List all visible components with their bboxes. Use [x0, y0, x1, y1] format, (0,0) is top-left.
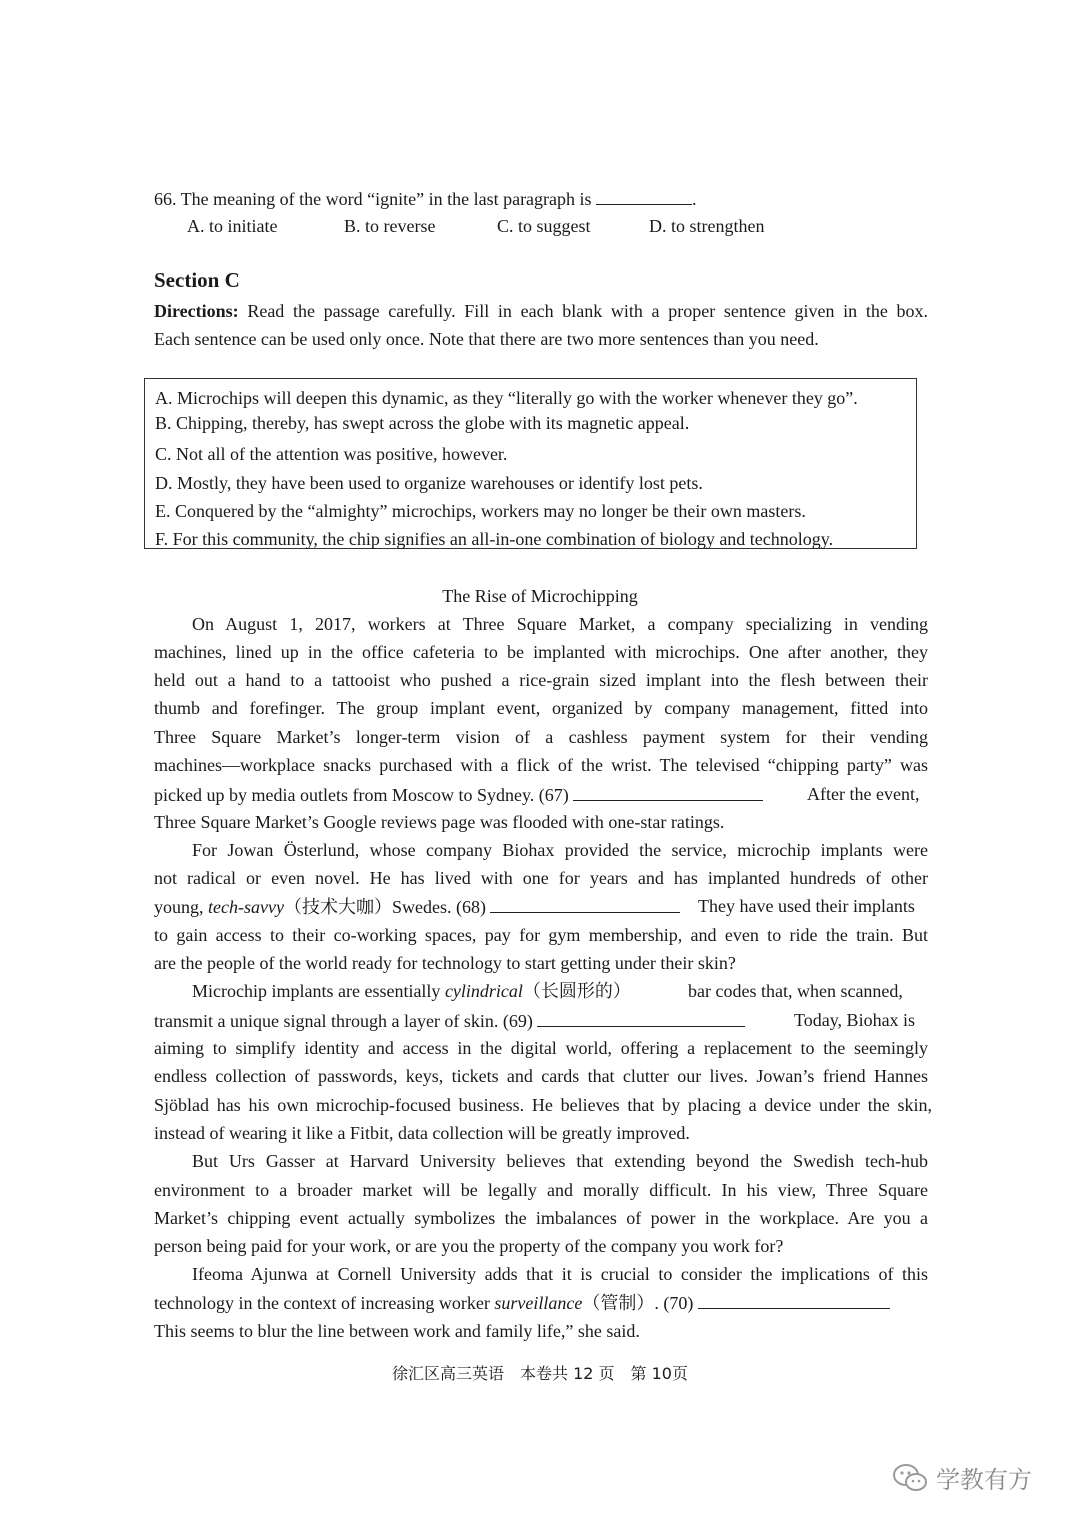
p2-line-3-end: They have used their implants: [698, 896, 915, 916]
p2-line-3-text-b: Swedes. (68): [391, 897, 486, 917]
question-66-punct: .: [692, 189, 697, 209]
p2-line-1: For Jowan Österlund, whose company Biohax provided the service, microchip implants were: [192, 840, 928, 860]
chat-bubble-icon: [892, 1463, 928, 1493]
p1-line-8: Three Square Market’s Google reviews page was flooded with one-star ratings.: [154, 812, 725, 832]
p2-line-2: not radical or even novel. He has lived with one for years and has implanted hundreds of other: [154, 868, 928, 888]
gloss-cylindrical: （长圆形的）: [522, 981, 631, 1001]
box-option-c: C. Not all of the attention was positive, however.: [155, 444, 508, 464]
p5-line-3: This seems to blur the line between work and family life,” she said.: [154, 1321, 640, 1341]
term-cylindrical: cylindrical: [444, 981, 523, 1001]
p1-line-7: [154, 782, 763, 807]
p3-line-1-text: Microchip implants are essentially: [192, 981, 445, 1001]
p2-line-3-text: young,: [154, 897, 208, 917]
p5-line-1: Ifeoma Ajunwa at Cornell University adds that it is crucial to consider the implications of this: [192, 1264, 928, 1284]
directions-text-1: Read the passage carefully. Fill in each blank with a proper sentence given in the box.: [238, 301, 928, 321]
p4-line-2: environment to a broader market will be legally and morally difficult. In his view, Three Square: [154, 1180, 928, 1200]
directions-line-2: Each sentence can be used only once. Note that there are two more sentences than you need.: [154, 329, 819, 349]
p1-line-7-end: After the event,: [807, 784, 920, 804]
blank-67: [573, 782, 763, 801]
option-c: C. to suggest: [497, 216, 591, 236]
question-66-stem: [154, 186, 697, 211]
watermark-text: 学教有方: [936, 1466, 1032, 1494]
option-a: A. to initiate: [187, 216, 278, 236]
term-surveillance: surveillance: [494, 1293, 583, 1313]
box-option-a: A. Microchips will deepen this dynamic, as they “literally go with the worker whenever they go”.: [155, 388, 858, 408]
box-option-e: E. Conquered by the “almighty” microchips, workers may no longer be their own masters.: [155, 501, 806, 521]
p3-line-2: [154, 1008, 745, 1033]
p1-line-5: Three Square Market’s longer-term vision of a cashless payment system for their vending: [154, 727, 928, 747]
p4-line-3: Market’s chipping event actually symbolizes the imbalances of power in the workplace. Are you a: [154, 1208, 928, 1228]
p1-line-1: On August 1, 2017, workers at Three Square Market, a company specializing in vending: [192, 614, 928, 634]
p2-line-4: to gain access to their co-working spaces, pay for gym membership, and even to ride the train. But: [154, 925, 928, 945]
p3-line-3: aiming to simplify identity and access in the digital world, offering a replacement to the seemingly: [154, 1038, 928, 1058]
p5-line-2: [154, 1290, 890, 1315]
p1-line-2: machines, lined up in the office cafeteria to be implanted with microchips. One after another, they: [154, 642, 928, 662]
p3-line-5: Sjöblad has his own microchip-focused business. He believes that by placing a device under the skin,: [154, 1095, 932, 1115]
directions-line-1: [154, 299, 928, 323]
p3-line-1-end: bar codes that, when scanned,: [688, 981, 903, 1001]
p4-line-4: person being paid for your work, or are you the property of the company you work for?: [154, 1236, 784, 1256]
blank-69: [537, 1008, 745, 1027]
section-title: Section C: [154, 268, 240, 292]
p2-line-3: [154, 894, 680, 919]
p3-line-1: [192, 979, 631, 1003]
p3-line-4: endless collection of passwords, keys, tickets and cards that clutter our lives. Jowan’s friend Hannes: [154, 1066, 928, 1086]
watermark: [892, 1460, 1032, 1495]
box-option-f: F. For this community, the chip signifies an all-in-one combination of biology and technology.: [155, 529, 834, 549]
p5-line-2-text: technology in the context of increasing worker: [154, 1293, 495, 1313]
blank-70: [698, 1290, 890, 1309]
box-option-b: B. Chipping, thereby, has swept across the globe with its magnetic appeal.: [155, 413, 690, 433]
option-b: B. to reverse: [344, 216, 436, 236]
passage-title: The Rise of Microchipping: [442, 586, 638, 606]
p1-line-3: held out a hand to a tattooist who pushed a rice-grain sized implant into the flesh between their: [154, 670, 928, 690]
box-option-d: D. Mostly, they have been used to organize warehouses or identify lost pets.: [155, 473, 703, 493]
blank-68: [490, 894, 680, 913]
p1-line-6: machines—workplace snacks purchased with a flick of the wrist. The televised “chipping party” was: [154, 755, 928, 775]
directions-label: Directions:: [154, 301, 239, 321]
page-footer: 徐汇区高三英语 本卷共 12 页 第 10页: [392, 1364, 688, 1383]
term-tech-savvy: tech-savvy: [208, 897, 284, 917]
gloss-tech-savvy: （技术大咖）: [283, 897, 392, 917]
p1-line-7-text: picked up by media outlets from Moscow to Sydney. (67): [154, 785, 569, 805]
question-66-text: 66. The meaning of the word “ignite” in the last paragraph is: [154, 189, 592, 209]
sentence-options-box: [144, 378, 917, 549]
p1-line-4: thumb and forefinger. The group implant event, organized by company management, fitted into: [154, 698, 928, 718]
p2-line-5: are the people of the world ready for technology to start getting under their skin?: [154, 953, 736, 973]
p3-line-2-end: Today, Biohax is: [794, 1010, 916, 1030]
p5-line-2-text-b: . (70): [654, 1293, 694, 1313]
p3-line-2-text: transmit a unique signal through a layer of skin. (69): [154, 1011, 533, 1031]
gloss-surveillance: （管制）: [582, 1293, 655, 1313]
p3-line-6: instead of wearing it like a Fitbit, data collection will be greatly improved.: [154, 1123, 690, 1143]
answer-blank: [596, 186, 692, 205]
option-d: D. to strengthen: [649, 216, 765, 236]
p4-line-1: But Urs Gasser at Harvard University believes that extending beyond the Swedish tech-hub: [192, 1151, 928, 1171]
